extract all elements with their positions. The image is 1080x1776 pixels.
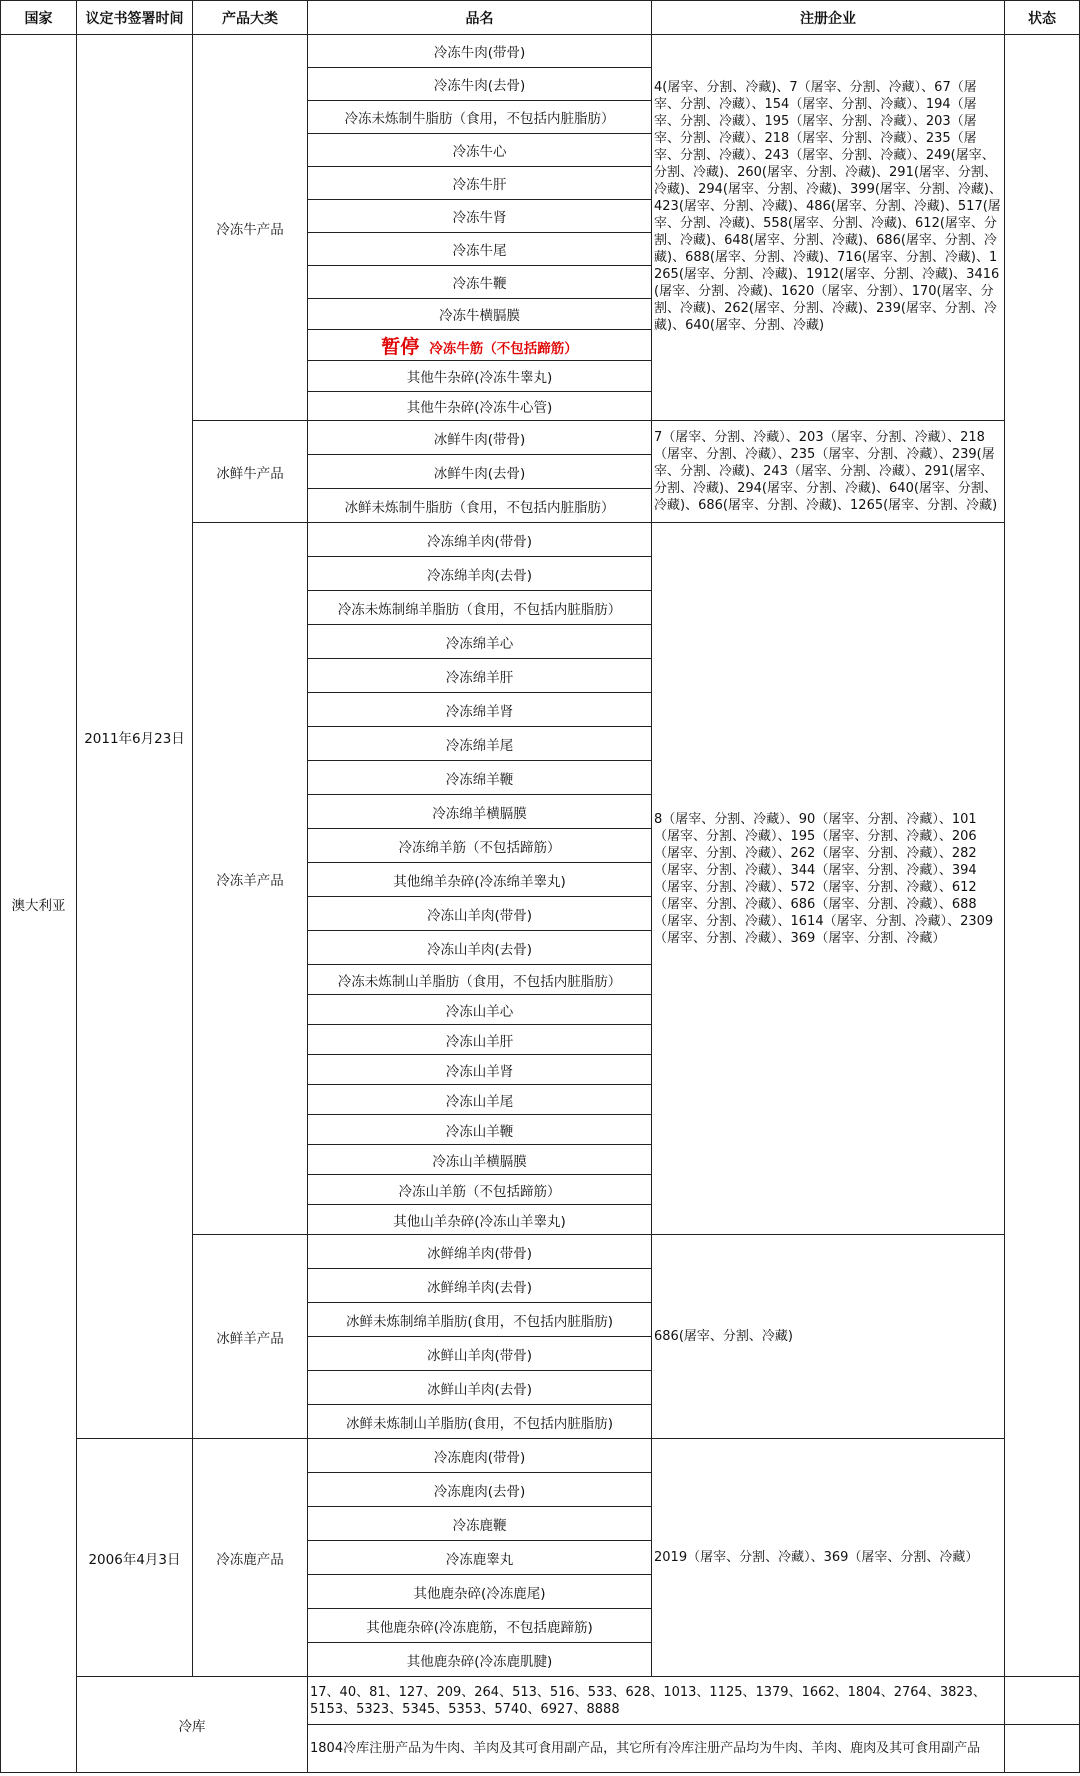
product-name-cell: 冷冻未炼制牛脂肪（食用，不包括内脏脂肪） — [308, 101, 652, 134]
product-name-cell: 冷冻山羊肉(带骨) — [308, 897, 652, 931]
product-name-cell: 其他绵羊杂碎(冷冻绵羊睾丸) — [308, 863, 652, 897]
enterprise-cell: 8（屠宰、分割、冷藏）、90（屠宰、分割、冷藏）、101（屠宰、分割、冷藏）、195（屠宰、分割、冷藏）、206（屠宰、分割、冷藏）、262（屠宰、分割、冷藏）、282（屠宰、分割、冷藏）、344（屠宰、分割、冷藏）、394（屠宰、分割、冷藏）、572（屠宰、分割、冷藏）、612（屠宰、分割、冷藏）、686（屠宰、分割、冷藏）、688（屠宰、分割、冷藏）、1614（屠宰、分割、冷藏）、2309（屠宰、分割、冷藏）、369（屠宰、分割、冷藏） — [652, 523, 1005, 1235]
status-cell — [1005, 1725, 1080, 1773]
country-cell: 澳大利亚 — [1, 35, 77, 1773]
product-name-cell: 冷冻山羊鞭 — [308, 1115, 652, 1145]
enterprise-cell: 7（屠宰、分割、冷藏）、203（屠宰、分割、冷藏）、218（屠宰、分割、冷藏）、235（屠宰、分割、冷藏）、239(屠宰、分割、冷藏)、243（屠宰、分割、冷藏）、291(屠宰、分割、冷藏)、294(屠宰、分割、冷藏)、640(屠宰、分割、冷藏)、686(屠宰、分割、冷藏)、1265(屠宰、分割、冷藏) — [652, 421, 1005, 523]
product-name-cell: 冷冻绵羊肾 — [308, 693, 652, 727]
category-cell: 冰鲜羊产品 — [193, 1235, 308, 1439]
enterprise-cell: 4(屠宰、分割、冷藏)、7（屠宰、分割、冷藏）、67（屠宰、分割、冷藏）、154（屠宰、分割、冷藏）、194（屠宰、分割、冷藏）、195（屠宰、分割、冷藏）、203（屠宰、分割、冷藏）、218（屠宰、分割、冷藏）、235（屠宰、分割、冷藏）、243（屠宰、分割、冷藏）、249(屠宰、分割、冷藏)、260(屠宰、分割、冷藏)、291(屠宰、分割、冷藏)、294(屠宰、分割、冷藏)、399(屠宰、分割、冷藏)、423(屠宰、分割、冷藏)、486(屠宰、分割、冷藏)、517(屠宰、分割、冷藏)、558(屠宰、分割、冷藏)、612(屠宰、分割、冷藏)、648(屠宰、分割、冷藏)、686(屠宰、分割、冷藏)、688(屠宰、分割、冷藏)、716(屠宰、分割、冷藏)、1265(屠宰、分割、冷藏)、1912(屠宰、分割、冷藏)、3416(屠宰、分割、冷藏)、1620（屠宰、分割）、170(屠宰、分割、冷藏)、262(屠宰、分割、冷藏)、239(屠宰、分割、冷藏)、640(屠宰、分割、冷藏) — [652, 35, 1005, 421]
product-name-cell — [308, 330, 652, 361]
product-name-cell: 冷冻绵羊筋（不包括蹄筋） — [308, 829, 652, 863]
header-country: 国家 — [1, 1, 77, 35]
header-enterprise: 注册企业 — [652, 1, 1005, 35]
category-cell: 冷冻牛产品 — [193, 35, 308, 421]
header-status: 状态 — [1005, 1, 1080, 35]
product-name-cell: 冰鲜绵羊肉(去骨) — [308, 1269, 652, 1303]
product-name-cell: 冷冻鹿肉(去骨) — [308, 1473, 652, 1507]
product-name-cell: 冷冻山羊肝 — [308, 1025, 652, 1055]
product-name-cell: 其他鹿杂碎(冷冻鹿筋，不包括鹿蹄筋) — [308, 1609, 652, 1643]
product-name-cell: 冰鲜牛肉(去骨) — [308, 455, 652, 489]
cold-storage-label: 冷库 — [77, 1677, 308, 1773]
product-name-cell: 冷冻牛尾 — [308, 233, 652, 266]
product-name-cell: 冷冻绵羊肝 — [308, 659, 652, 693]
product-name-cell: 冷冻绵羊尾 — [308, 727, 652, 761]
signing-date-cell: 2006年4月3日 — [77, 1439, 193, 1677]
status-cell — [1005, 35, 1080, 1677]
cold-storage-numbers: 17、40、81、127、209、264、513、516、533、628、1013、1125、1379、1662、1804、2764、3823、5153、5323、5345、5353、5740、6927、8888 — [308, 1677, 1005, 1725]
product-name-cell: 冰鲜山羊肉(去骨) — [308, 1371, 652, 1405]
product-name-cell: 冷冻绵羊心 — [308, 625, 652, 659]
product-name-cell: 冷冻山羊尾 — [308, 1085, 652, 1115]
product-name-cell: 冷冻牛肾 — [308, 200, 652, 233]
product-name-cell: 冰鲜绵羊肉(带骨) — [308, 1235, 652, 1269]
header-date: 议定书签署时间 — [77, 1, 193, 35]
product-name-cell: 冰鲜未炼制牛脂肪（食用，不包括内脏脂肪） — [308, 489, 652, 523]
product-name-cell: 冷冻绵羊肉(带骨) — [308, 523, 652, 557]
product-name-cell: 冷冻牛横膈膜 — [308, 299, 652, 330]
table-row — [1, 1439, 1080, 1473]
product-name-cell: 冷冻山羊心 — [308, 995, 652, 1025]
product-name-cell: 冷冻绵羊鞭 — [308, 761, 652, 795]
cold-storage-row — [1, 1677, 1080, 1725]
product-name-cell: 冷冻未炼制山羊脂肪（食用，不包括内脏脂肪） — [308, 965, 652, 995]
product-name-cell: 其他鹿杂碎(冷冻鹿尾) — [308, 1575, 652, 1609]
category-cell: 冰鲜牛产品 — [193, 421, 308, 523]
header-row — [1, 1, 1080, 35]
enterprise-cell: 686(屠宰、分割、冷藏) — [652, 1235, 1005, 1439]
product-name-cell: 冰鲜未炼制绵羊脂肪(食用，不包括内脏脂肪) — [308, 1303, 652, 1337]
product-name-cell: 冷冻山羊肾 — [308, 1055, 652, 1085]
product-name-cell: 冷冻牛心 — [308, 134, 652, 167]
product-name-cell: 其他山羊杂碎(冷冻山羊睾丸) — [308, 1205, 652, 1235]
status-cell — [1005, 1677, 1080, 1725]
product-name-cell: 冷冻山羊肉(去骨) — [308, 931, 652, 965]
product-name-cell: 冷冻牛鞭 — [308, 266, 652, 299]
signing-date-cell: 2011年6月23日 — [77, 35, 193, 1439]
category-cell: 冷冻羊产品 — [193, 523, 308, 1235]
header-category: 产品大类 — [193, 1, 308, 35]
category-cell: 冷冻鹿产品 — [193, 1439, 308, 1677]
product-name-cell: 冰鲜牛肉(带骨) — [308, 421, 652, 455]
product-name: 冷冻牛筋（不包括蹄筋） — [429, 340, 578, 357]
product-name-cell: 冷冻鹿鞭 — [308, 1507, 652, 1541]
product-name-cell: 冷冻鹿肉(带骨) — [308, 1439, 652, 1473]
product-name-cell: 冰鲜未炼制山羊脂肪(食用，不包括内脏脂肪) — [308, 1405, 652, 1439]
table-row — [1, 35, 1080, 68]
enterprise-cell: 2019（屠宰、分割、冷藏）、369（屠宰、分割、冷藏） — [652, 1439, 1005, 1677]
product-name-cell: 其他鹿杂碎(冷冻鹿肌腱) — [308, 1643, 652, 1677]
product-name-cell: 冷冻绵羊肉(去骨) — [308, 557, 652, 591]
product-name-cell: 冷冻未炼制绵羊脂肪（食用，不包括内脏脂肪） — [308, 591, 652, 625]
product-name-cell: 冷冻山羊筋（不包括蹄筋） — [308, 1175, 652, 1205]
product-name-cell: 冷冻鹿睾丸 — [308, 1541, 652, 1575]
product-name-cell: 冷冻绵羊横膈膜 — [308, 795, 652, 829]
product-name-cell: 冷冻山羊横膈膜 — [308, 1145, 652, 1175]
product-name-cell: 冰鲜山羊肉(带骨) — [308, 1337, 652, 1371]
product-name-cell: 其他牛杂碎(冷冻牛心管) — [308, 392, 652, 421]
product-name-cell: 冷冻牛肝 — [308, 167, 652, 200]
suspended-label: 暂停 — [381, 335, 420, 358]
cold-storage-note: 1804冷库注册产品为牛肉、羊肉及其可食用副产品，其它所有冷库注册产品均为牛肉、羊肉、鹿肉及其可食用副产品 — [308, 1725, 1005, 1773]
header-product: 品名 — [308, 1, 652, 35]
product-name-cell: 其他牛杂碎(冷冻牛睾丸) — [308, 361, 652, 392]
product-name-cell: 冷冻牛肉(带骨) — [308, 35, 652, 68]
product-name-cell: 冷冻牛肉(去骨) — [308, 68, 652, 101]
